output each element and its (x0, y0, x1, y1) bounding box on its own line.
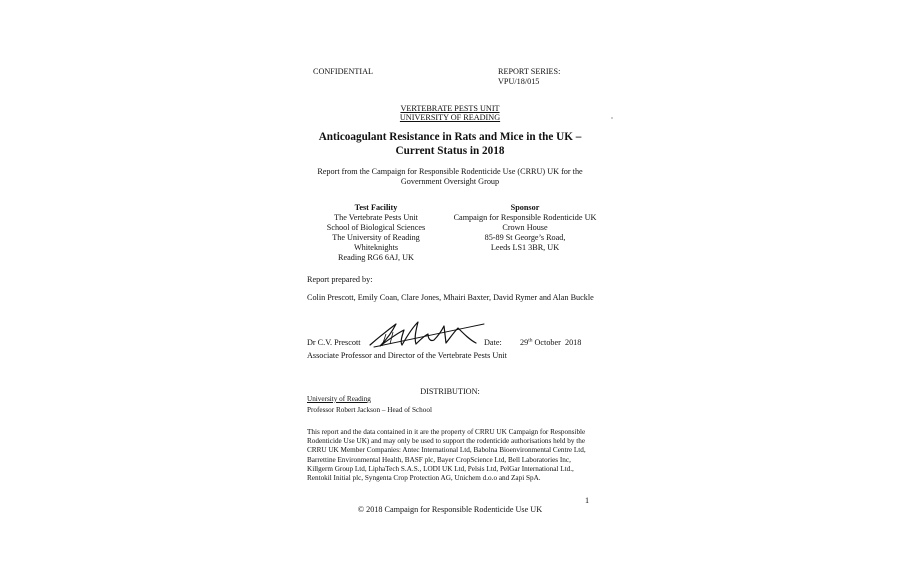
sponsor-line: 85-89 St George’s Road, (484, 233, 566, 242)
test-facility-line: Whiteknights (353, 243, 399, 252)
notice-line: Rentokil Initial plc, Syngenta Crop Protection AG, Unichem d.o.o and Zapi SpA. (307, 474, 541, 483)
report-title-line1: Anticoagulant Resistance in Rats and Mice in the UK – (318, 131, 582, 143)
sponsor-line: Campaign for Responsible Rodenticide UK (453, 213, 597, 222)
report-title-line2: Current Status in 2018 (395, 144, 505, 157)
page-number: 1 (585, 496, 590, 505)
prepared-by-label: Report prepared by: (307, 275, 373, 284)
test-facility-line: The University of Reading (332, 233, 420, 242)
test-facility-line: School of Biological Sciences (326, 223, 426, 232)
distribution-person: Professor Robert Jackson – Head of School (307, 406, 432, 414)
property-notice (307, 428, 586, 483)
copyright-footer: © 2018 Campaign for Responsible Rodenticide Use UK (357, 505, 543, 514)
date-label: Date: (484, 338, 502, 347)
sponsor-heading: Sponsor (510, 203, 540, 212)
distribution-heading: DISTRIBUTION: (420, 387, 480, 396)
confidential-label: CONFIDENTIAL (313, 67, 374, 76)
report-title (260, 131, 640, 158)
date-suffix: th (528, 337, 533, 344)
report-subtitle (250, 167, 650, 187)
notice-line: Killgerm Group Ltd, LiphaTech S.A.S., LODI UK Ltd, Pelsis Ltd, PelGar International Ltd., (307, 464, 574, 473)
report-series-code: VPU/18/015 (498, 77, 540, 86)
notice-line: This report and the data contained in it are the property of CRRU UK Campaign for Responsible (307, 428, 586, 436)
unit-name: VERTEBRATE PESTS UNIT (400, 104, 500, 113)
test-facility-line: Reading RG6 6AJ, UK (338, 253, 414, 262)
test-facility-line: The Vertebrate Pests Unit (334, 213, 418, 222)
report-subtitle-line1: Report from the Campaign for Responsible Rodenticide Use (CRRU) UK for the (317, 167, 583, 176)
authors-list: Colin Prescott, Emily Coan, Clare Jones, Mhairi Baxter, David Rymer and Alan Buckle (307, 293, 594, 302)
sponsor-block (440, 203, 610, 253)
date-day: 29 (520, 338, 529, 347)
signatory-role: Associate Professor and Director of the Vertebrate Pests Unit (307, 351, 507, 360)
date-rest: October 2018 (532, 338, 582, 347)
scan-speck (611, 117, 613, 119)
distribution-org: University of Reading (307, 395, 371, 403)
signature-image (366, 318, 490, 350)
sponsor-line: Leeds LS1 3BR, UK (490, 243, 560, 252)
test-facility-block (296, 203, 456, 263)
notice-line: Rodenticide Use UK) and may only be used to support the rodenticide authorisations held by the (307, 437, 586, 446)
university-name: UNIVERSITY OF READING (399, 113, 501, 122)
sponsor-line: Crown House (502, 223, 548, 232)
signatory-name: Dr C.V. Prescott (307, 338, 361, 347)
report-series-label: REPORT SERIES: (498, 67, 561, 76)
signoff-date (520, 338, 581, 348)
report-subtitle-line2: Government Oversight Group (400, 177, 500, 186)
notice-line: Barrettine Environmental Health, BASF plc, Bayer CropScience Ltd, Bell Laboratories Inc, (307, 455, 571, 464)
notice-line: CRRU UK Member Companies: Antec International Ltd, Babolna Bioenvironmental Centre Ltd, (307, 446, 586, 455)
test-facility-heading: Test Facility (354, 203, 398, 212)
